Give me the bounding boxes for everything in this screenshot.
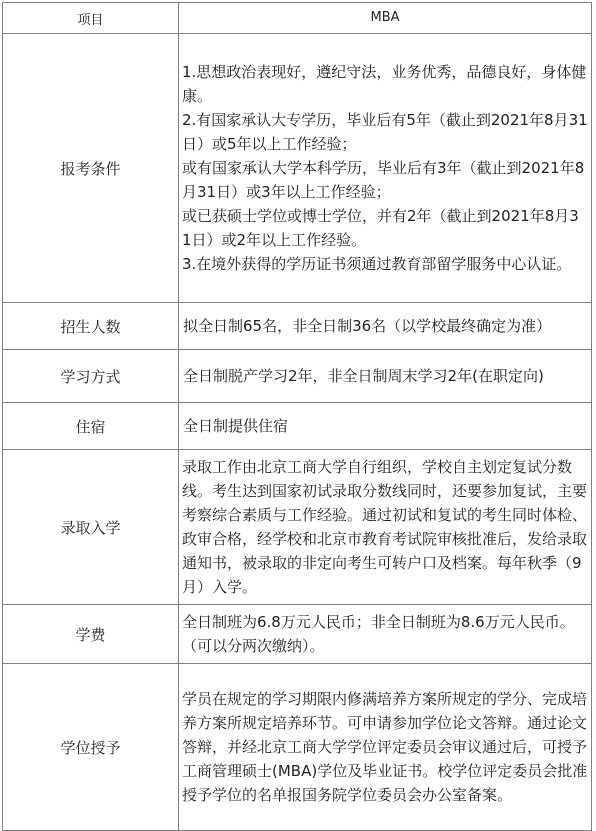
content-line: 2.有国家承认大专学历，毕业后有5年（截止到2021年8月31日）或5年以上工作经验； xyxy=(182,111,588,153)
admission-info-table xyxy=(2,2,592,831)
row-label: 报考条件 xyxy=(3,34,179,303)
content-line: 全日制提供住宿 xyxy=(183,417,289,435)
table-row xyxy=(3,605,592,664)
row-content xyxy=(179,303,592,350)
admission-info-table-wrapper xyxy=(2,2,592,831)
row-label: 招生人数 xyxy=(3,303,179,350)
row-label: 住宿 xyxy=(3,403,179,450)
content-line: 录取工作由北京工商大学自行组织，学校自主划定复试分数线。考生达到国家初试录取分数线同时，还要参加复试，主要考察综合素质与工作经验。通过初试和复试的考生同时体检、政审合格，经学校和北京市教育考试院审核批准后，发给录取通知书，被录取的非定向考生可转户口及档案。每年秋季（9月）入学。 xyxy=(182,458,588,596)
row-content xyxy=(179,450,592,605)
table-header-row xyxy=(3,3,592,34)
content-line: 或已获硕士学位或博士学位，并有2年（截止到2021年8月31日）或2年以上工作经验。 xyxy=(182,207,579,249)
row-label: 学费 xyxy=(3,605,179,664)
row-content xyxy=(179,664,592,831)
table-row xyxy=(3,34,592,303)
content-line: 3.在境外获得的学历证书须通过教育部留学服务中心认证。 xyxy=(182,255,572,273)
row-content xyxy=(179,403,592,450)
table-row xyxy=(3,403,592,450)
content-line: 1.思想政治表现好，遵纪守法，业务优秀，品德良好，身体健康。 xyxy=(182,63,587,105)
row-content xyxy=(179,34,592,303)
table-row xyxy=(3,303,592,350)
content-line: 学员在规定的学习期限内修满培养方案所规定的学分、完成培养方案所规定培养环节。可申请参加学位论文答辩。通过论文答辩，并经北京工商大学学位评定委员会审议通过后，可授予工商管理硕士(MBA)学位及毕业证书。校学位评定委员会批准授予学位的名单报国务院学位委员会办公室备案。 xyxy=(182,690,588,804)
row-label: 录取入学 xyxy=(3,450,179,605)
table-row xyxy=(3,350,592,403)
table-row xyxy=(3,450,592,605)
header-item-cell: 项目 xyxy=(3,3,179,34)
content-line: 全日制班为6.8万元人民币；非全日制班为8.6万元人民币。（可以分两次缴纳）。 xyxy=(182,613,575,655)
content-line: 全日制脱产学习2年，非全日制周末学习2年(在职定向) xyxy=(183,367,544,385)
content-line: 拟全日制65名，非全日制36名（以学校最终确定为准） xyxy=(183,317,552,335)
row-content xyxy=(179,350,592,403)
header-program-cell: MBA xyxy=(179,3,592,34)
row-content xyxy=(179,605,592,664)
table-row xyxy=(3,664,592,831)
row-label: 学位授予 xyxy=(3,664,179,831)
row-label: 学习方式 xyxy=(3,350,179,403)
content-line: 或有国家承认大学本科学历，毕业后有3年（截止到2021年8月31日）或3年以上工作经验； xyxy=(182,159,585,201)
